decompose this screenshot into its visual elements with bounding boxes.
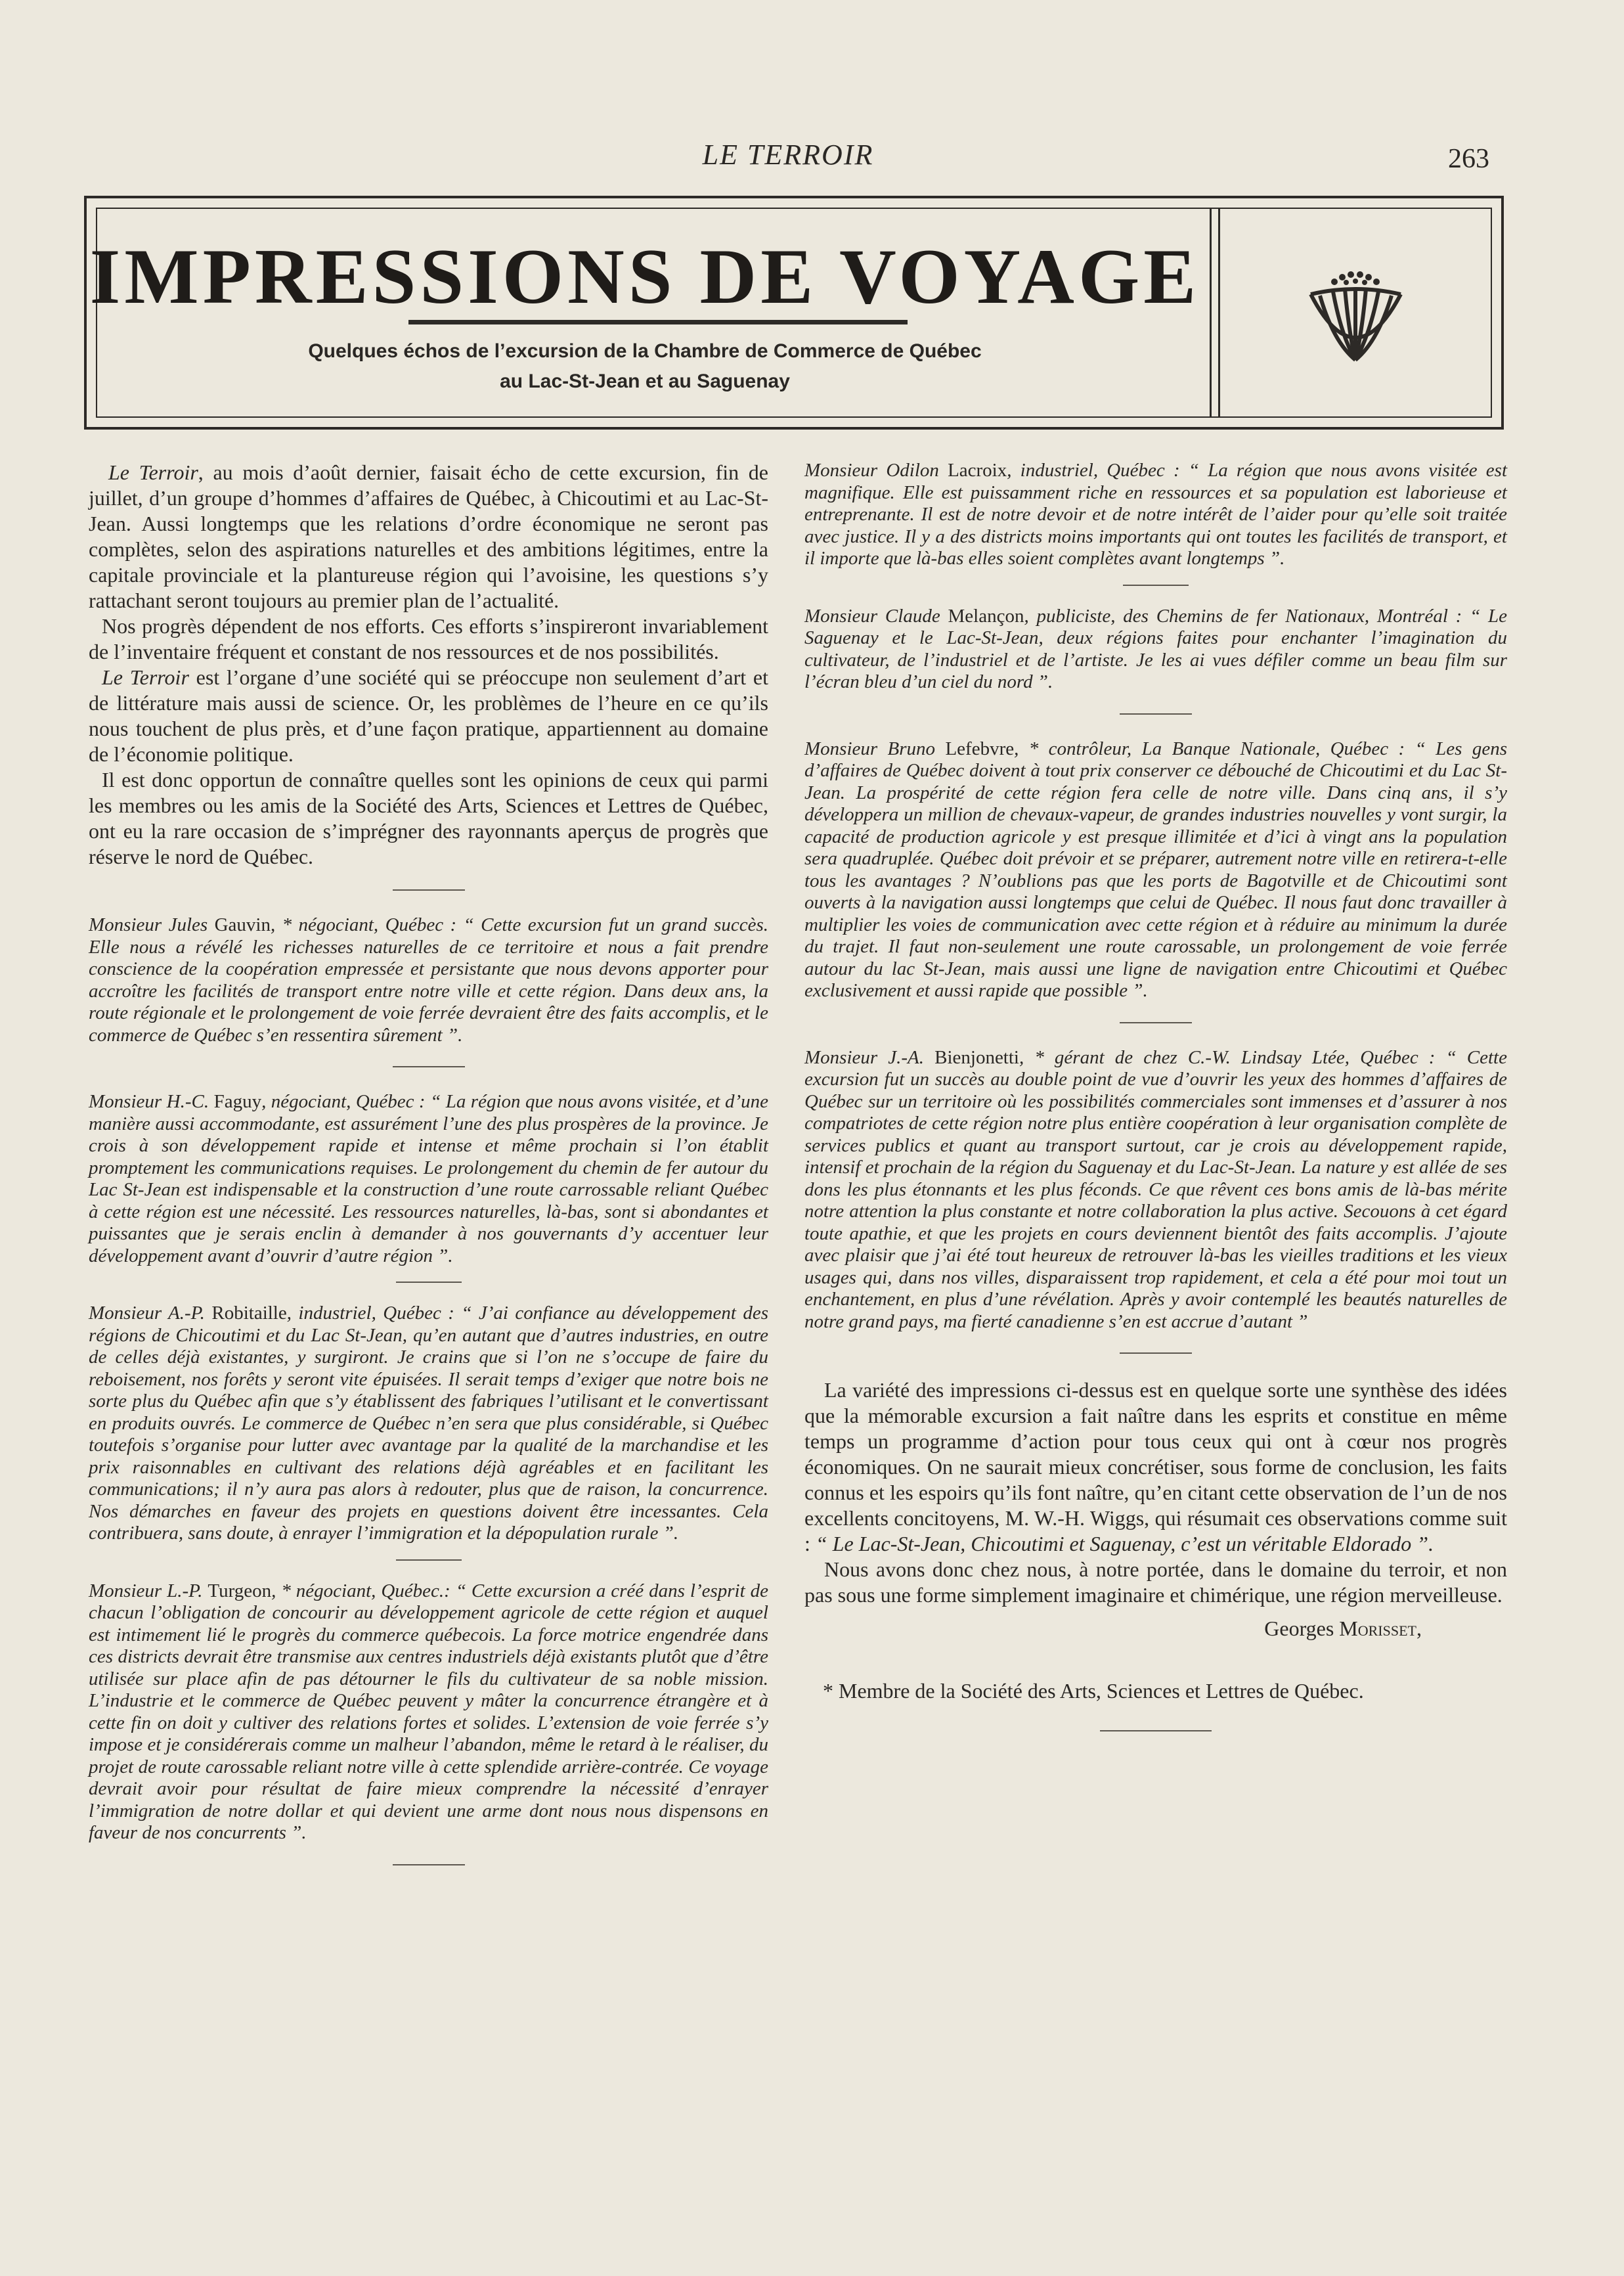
testimonial-quote: “ J’ai confiance au développement des régions de Chicoutimi et du Lac St-Jean, qu’en autant que d’autres industries, en outre de celles déjà existantes, y surgiront. Je crains que si l’on ne s’occupe de faire du reboisement, nos forêts y seront vite épuisées. Il serait temps d’exiger que notre bois ne sorte plus du Québec afin que s’y établissent des fabriques l’utilisant et le convertissant en produits ouvrés. Le commerce de Québec n’en sera que plus considérable, si Québec toutefois s’organise pour lutter avec avantage par la qualité de la marchandise et les prix raisonnables en cultivant des relations déjà agréables et en facilitant les communications; il n’y aura pas alors à redouter, plus que de raison, la concurrence. Nos démarches en faveur des projets en questions doivent être incessantes. Cela contribuera, sans doute, à enrayer l’immigration et la dépopulation rurale ”.	[89, 1303, 769, 1544]
testimonial-bienjonetti	[804, 1047, 1507, 1333]
scallop-shell-icon	[1302, 269, 1410, 368]
speaker-name: Monsieur Bruno	[804, 738, 936, 759]
intro-paragraph-4: Il est donc opportun de connaître quelles sont les opinions de ceux qui parmi les membres ou les amis de la Société des Arts, Sciences et Lettres de Québec, ont eu la rare occasion de s’imprégner des rayonnants aperçus de progrès que réserve le nord de Québec.	[89, 768, 768, 868]
right-column	[804, 460, 1507, 1731]
title-divider	[1210, 208, 1220, 418]
article-title: IMPRESSIONS DE VOYAGE	[89, 233, 1200, 320]
speaker-role: , industriel, Québec :	[1007, 460, 1189, 481]
testimonial-melancon	[804, 606, 1507, 694]
speaker-role: , négociant, Québec :	[261, 1091, 431, 1112]
testimonial-quote: “ Les gens d’affaires de Québec doivent à tout prix conserver ce débouché de Chicoutimi et du Lac St-Jean. La prospérité de cette région fera celle de notre ville. Dans cinq ans, il s’y développera un million de chevaux-vapeur, de grandes industries nouvelles y vont surgir, la capacité de production agricole y est presque illimitée et d’ici à vingt ans la population sera quadruplée. Québec doit prévoir et se préparer, autrement notre ville en retirera-t-elle tous les avantages ? N’oublions pas que les ports de Bagotville et de Chicoutimi sont ouverts à la navigation aussi longtemps que celui de Québec. Il nous faut donc travailler à multiplier les voies de communication avec cette région et à réduire au minimum la durée du trajet. Il faut non-seulement une route carossable, un prolongement de voie ferrée autour du lac St-Jean, mais aussi une ligne de navigation entre Chicoutimi et Québec exclusivement et aussi rapide que possible ”.	[804, 738, 1507, 1001]
journal-name: Le Terroir	[108, 460, 198, 484]
speaker-role: , publiciste, des Chemins de fer Nationaux, Montréal :	[1024, 605, 1470, 627]
speaker-surname: Robitaille	[211, 1303, 287, 1324]
testimonial-lefebvre	[804, 738, 1507, 1002]
speaker-surname: Gauvin	[214, 914, 271, 935]
testimonial-robitaille	[89, 1303, 768, 1545]
title-rule	[408, 320, 908, 324]
speaker-surname: Lefebvre	[945, 738, 1015, 759]
author-signature	[804, 1616, 1507, 1641]
wiggs-quote: “ Le Lac-St-Jean, Chicoutimi et Saguenay, c’est un véritable Eldorado ”.	[815, 1532, 1434, 1555]
speaker-surname: Turgeon	[208, 1580, 272, 1601]
footnote: * Membre de la Société des Arts, Sciences et Lettres de Québec.	[823, 1679, 1364, 1703]
page-number: 263	[1448, 144, 1489, 174]
author-signature-punct: ,	[1416, 1617, 1422, 1640]
section-separator	[393, 1864, 465, 1865]
speaker-name: Monsieur J.-A.	[804, 1046, 924, 1068]
speaker-surname: Lacroix	[948, 460, 1007, 481]
testimonial-faguy	[89, 1091, 768, 1267]
speaker-surname: Bienjonetti	[934, 1046, 1019, 1068]
author-first-name: Georges	[1264, 1617, 1340, 1640]
left-column	[89, 460, 768, 1889]
speaker-name: Monsieur L.-P.	[89, 1580, 203, 1601]
conclusion-text: La variété des impressions ci-dessus est en quelque sorte une synthèse des idées que la mémorable excursion a fait naître dans les esprits et constitue en même temps un programme d’action pour tous ceux qui ont à cœur nos progrès économiques. On ne saurait mieux concrétiser, sous forme de conclusion, les faits connus et les espoirs qu’ils font naître, qu’en citant cette observation de l’un de nos excellents concitoyens, M. W.-H. Wiggs, qui résumait ces observations comme suit :	[804, 1378, 1507, 1555]
testimonial-lacroix	[804, 460, 1507, 570]
section-separator	[1120, 1352, 1192, 1354]
intro-paragraph-1	[89, 460, 768, 614]
section-separator	[396, 1559, 462, 1561]
speaker-surname: Melançon	[948, 605, 1024, 627]
speaker-surname: Faguy	[213, 1091, 262, 1112]
speaker-role: , * négociant, Québec :	[270, 914, 464, 935]
running-title: LE TERROIR	[702, 139, 874, 171]
conclusion-paragraph-1	[804, 1377, 1507, 1557]
subtitle-line-2: au Lac-St-Jean et au Saguenay	[500, 370, 790, 392]
title-frame	[84, 196, 1504, 430]
testimonial-quote: “ Cette excursion fut un grand succès. Elle nous a révélé les richesses naturelles de ce territoire et nous a fait prendre conscience de la coopération empressée et persistante que nous devons apporter pour accroître les facilités de transport entre notre ville et cette région. Dans deux ans, la route régionale et le prolongement de voie ferrée devraient être des faits accomplis, et le commerce de Québec s’en ressentira sûrement ”.	[89, 914, 768, 1046]
testimonial-quote: “ Cette excursion a créé dans l’esprit de chacun l’obligation de concourir au développement agricole de cette région et auquel est intimement lié le progrès du commerce québecois. La force motrice engendrée dans ces districts devrait être transmise aux centres industriels déjà existants plutôt que d’être utilisée sur place afin de pas détourner le fils du cultivateur de sa noble mission. L’industrie et le commerce de Québec peuvent y mâter la concurrence étrangère et à cette fin on doit y cultiver des relations fortes et solides. L’extension de voie ferrée s’y impose et je considérerais comme un malheur l’abandon, même le retard à le réaliser, du projet de route carossable reliant notre ville à cette splendide arrière-contrée. Ce voyage devrait avoir pour résultat de faire mieux comprendre la nécessité d’enrayer l’immigration de notre dollar et qui devient une arme dont nous nous dispensons en faveur de nos concurrents ”.	[89, 1580, 769, 1843]
article-subtitle	[87, 336, 1203, 397]
section-separator	[1120, 1022, 1192, 1023]
intro-paragraph-3-text: est l’organe d’une société qui se préoccupe non seulement d’art et de littérature mais aussi de science. Or, les problèmes de l’heure en ce qu’ils nous touchent de plus près, et d’une façon pratique, appartiennent au domaine de l’économie politique.	[89, 665, 769, 766]
speaker-name: Monsieur A.-P.	[89, 1303, 205, 1324]
section-separator	[1123, 585, 1189, 586]
conclusion-paragraph-2: Nous avons donc chez nous, à notre portée, dans le domaine du terroir, et non pas sous une forme simplement imaginaire et chimérique, une région merveilleuse.	[804, 1557, 1507, 1607]
intro-paragraph-1-text: , au mois d’août dernier, faisait écho de cette excursion, fin de juillet, d’un groupe d’hommes d’affaires de Québec, à Chicoutimi et au Lac-St-Jean. Aussi longtemps que les relations d’ordre économique ne seront pas complètes, selon des aspirations naturelles et des ambitions légitimes, entre la capitale provinciale et la plantureuse région qui l’avoisine, les questions s’y rattachant seront toujours au premier plan de l’actualité.	[89, 460, 769, 612]
section-separator	[396, 1282, 462, 1283]
section-separator	[1120, 713, 1192, 715]
speaker-name: Monsieur Odilon	[804, 460, 939, 481]
speaker-name: Monsieur Jules	[89, 914, 208, 935]
speaker-role: , * gérant de chez C.-W. Lindsay Ltée, Québec :	[1019, 1046, 1446, 1068]
testimonial-gauvin	[89, 914, 768, 1046]
author-last-name: Morisset	[1339, 1617, 1416, 1640]
subtitle-line-1: Quelques échos de l’excursion de la Chambre de Commerce de Québec	[308, 340, 982, 362]
testimonial-quote: “ Le Saguenay et le Lac-St-Jean, deux régions faites pour enchanter l’imagination du cultivateur, de l’industriel et de l’artiste. Je les ai vues défiler comme un beau film sur l’écran bleu d’un ciel du nord ”.	[804, 605, 1507, 692]
testimonial-quote: “ La région que nous avons visitée est magnifique. Elle est puissamment riche en ressources et sa population est laborieuse et entreprenante. Il est de notre devoir et de notre intérêt de l’aider pour qu’elle soit traitée avec justice. Il y a des districts moins importants qui ont toutes les facilités de transport, et il importe que là-bas elles soient complètes avant longtemps ”.	[804, 460, 1508, 569]
speaker-name: Monsieur Claude	[804, 605, 940, 627]
speaker-role: , * négociant, Québec.:	[271, 1580, 456, 1601]
footnote-rule	[1100, 1730, 1212, 1731]
section-separator	[393, 1066, 465, 1067]
journal-name: Le Terroir	[102, 665, 189, 689]
speaker-role: , * contrôleur, La Banque Nationale, Québec :	[1014, 738, 1415, 759]
section-separator	[393, 889, 465, 891]
testimonial-quote: “ La région que nous avons visitée, et d’une manière aussi accommodante, est assurément l’une des plus prospères de la province. Je crois à son développement rapide et intense et même prochain si l’on établit promptement les communications requises. Le prolongement du chemin de fer autour du Lac St-Jean est indispensable et la construction d’une route carrossable reliant Québec à cette région est une nécessité. Les ressources naturelles, là-bas, sont si abondantes et puissantes que je serais enclin à demander à nos gouvernants d’y accentuer leur développement avant d’ouvrir d’autre région ”.	[89, 1091, 768, 1266]
speaker-role: , industriel, Québec :	[286, 1303, 462, 1324]
intro-paragraph-3	[89, 665, 768, 767]
testimonial-turgeon	[89, 1580, 768, 1844]
speaker-name: Monsieur H.-C.	[89, 1091, 209, 1112]
intro-paragraph-2: Nos progrès dépendent de nos efforts. Ces efforts s’inspireront invariablement de l’inventaire fréquent et constant de nos ressources et de nos possibilités.	[89, 614, 768, 663]
testimonial-quote: “ Cette excursion fut un succès au double point de vue d’ouvrir les yeux des hommes d’affaires de Québec sur un territoire où les possibilités commerciales sont immenses et d’assurer à nos compatriotes de cette région notre plus entière coopération à leur organisation complète de services publics et quant au transport surtout, car je crois au développement rapide, intensif et prochain de la région du Saguenay et du Lac-St-Jean. La nature y est allée de ses dons les plus étonnants et les plus féconds. Ce que rêvent ces bons amis de là-bas mérite notre attention la plus constante et notre collaboration la plus active. Secouons à cet égard toute apathie, et que les projets en cours deviennent bientôt des faits accomplis. J’ajoute avec plaisir que j’ai été tout heureux de retrouver là-bas les vieilles traditions et les vieux usages qui, dans nos villes, disparaissent trop rapidement, et cela a été pour moi tout un enchantement, en plus d’une révélation. Après y avoir contemplé les beautés naturelles de notre grand pays, ma fierté canadienne s’en est accrue d’autant ”	[804, 1046, 1507, 1332]
